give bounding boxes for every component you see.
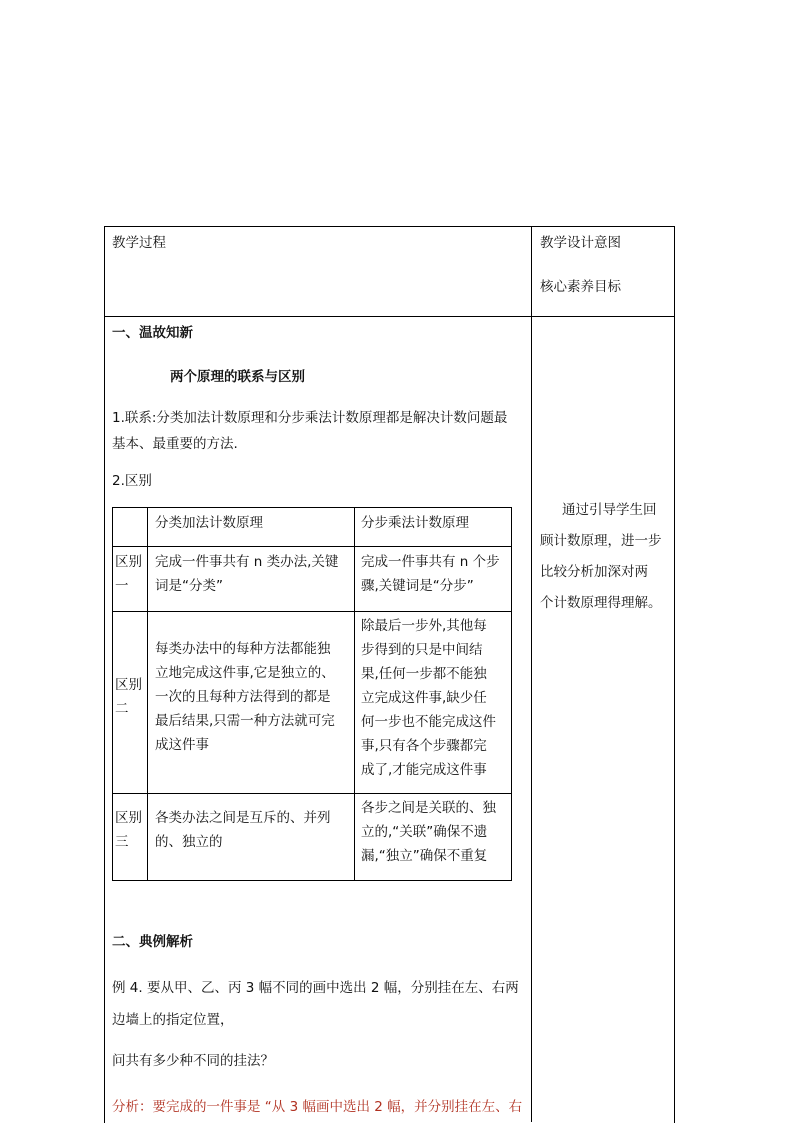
row-label-line: 二	[115, 701, 129, 717]
cell-line: 果,任何一步都不能独	[361, 666, 487, 682]
row-divider	[113, 793, 511, 794]
header-row-divider	[104, 316, 674, 317]
row1-right-cell	[361, 550, 500, 598]
row-label	[115, 550, 142, 598]
row-label-line: 区别	[115, 554, 142, 570]
cell-line: 各类办法之间是互斥的、并列	[155, 810, 331, 826]
analysis-text: 分析：要完成的一件事是 “从 3 幅画中选出 2 幅，并分别挂在左、右	[112, 1099, 523, 1115]
cell-line: 词是“分类”	[155, 578, 223, 594]
cell-line: 成这件事	[155, 737, 209, 753]
header-core-literacy: 核心素养目标	[540, 279, 621, 295]
cell-line: 立的,“关联”确保不遗	[361, 824, 488, 840]
cell-line: 成了,才能完成这件事	[361, 762, 487, 778]
row3-left-cell	[155, 806, 331, 854]
row-divider	[113, 546, 511, 547]
col-header-addition: 分类加法计数原理	[155, 515, 263, 531]
row-label-line: 三	[115, 834, 129, 850]
cell-line: 一次的且每种方法得到的都是	[155, 689, 331, 705]
row1-left-cell	[155, 550, 338, 598]
point2-label: 2.区别	[112, 473, 152, 489]
row-divider	[113, 611, 511, 612]
cell-line: 的、独立的	[155, 834, 223, 850]
cell-line: 最后结果,只需一种方法就可完	[155, 713, 335, 729]
example-line1: 例 4. 要从甲、乙、丙 3 幅不同的画中选出 2 幅，分别挂在左、右两	[112, 980, 519, 996]
column-divider	[531, 226, 532, 1122]
cell-line: 除最后一步外,其他每	[361, 618, 487, 634]
cell-line: 立地完成这件事,它是独立的、	[155, 665, 335, 681]
intent-line: 个计数原理得理解。	[540, 595, 662, 611]
cell-line: 步得到的只是中间结	[361, 642, 483, 658]
row2-right-cell	[361, 614, 496, 782]
row-label-line: 一	[115, 578, 129, 594]
header-design-intent: 教学设计意图	[540, 235, 621, 251]
example-line2: 边墙上的指定位置，	[112, 1012, 234, 1028]
cell-line: 漏,“独立”确保不重复	[361, 848, 488, 864]
col-divider	[147, 508, 148, 880]
row2-left-cell	[155, 637, 335, 757]
section1-subtitle: 两个原理的联系与区别	[170, 369, 305, 385]
intent-line: 顾计数原理，进一步	[540, 533, 662, 549]
row-label-line: 区别	[115, 810, 142, 826]
cell-line: 事,只有各个步骤都完	[361, 738, 487, 754]
header-teaching-process: 教学过程	[112, 235, 166, 251]
row-label	[115, 806, 142, 854]
intent-line: 比较分析加深对两	[540, 564, 648, 580]
row3-right-cell	[361, 796, 496, 868]
cell-line: 各步之间是关联的、独	[361, 800, 496, 816]
comparison-table	[112, 507, 512, 881]
cell-line: 立完成这件事,缺少任	[361, 690, 487, 706]
col-header-multiplication: 分步乘法计数原理	[361, 515, 469, 531]
example-question: 问共有多少种不同的挂法？	[112, 1053, 274, 1069]
section1-title: 一、温故知新	[112, 325, 193, 341]
cell-line: 骤,关键词是“分步”	[361, 578, 474, 594]
cell-line: 完成一件事共有 n 个步	[361, 554, 500, 570]
cell-line: 完成一件事共有 n 类办法,关键	[155, 554, 339, 570]
row-label	[115, 673, 142, 721]
row-label-line: 区别	[115, 677, 142, 693]
point1-line2: 基本、最重要的方法.	[112, 436, 238, 452]
col-divider	[354, 508, 355, 880]
point1-line1: 1.联系:分类加法计数原理和分步乘法计数原理都是解决计数问题最	[112, 410, 508, 426]
cell-line: 每类办法中的每种方法都能独	[155, 641, 331, 657]
section2-title: 二、典例解析	[112, 934, 193, 950]
cell-line: 何一步也不能完成这件	[361, 714, 496, 730]
intent-line: 通过引导学生回	[562, 502, 657, 518]
